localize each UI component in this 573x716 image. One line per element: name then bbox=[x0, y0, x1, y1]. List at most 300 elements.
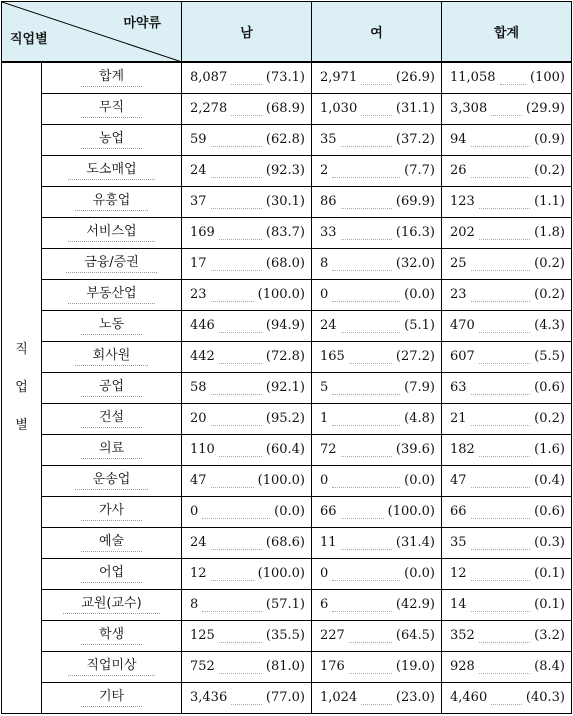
category-label: 무직 bbox=[81, 99, 142, 118]
dotted-leader bbox=[332, 287, 400, 302]
total-percent: (0.2) bbox=[534, 287, 565, 302]
dotted-leader bbox=[471, 380, 531, 395]
male-cell bbox=[182, 496, 312, 527]
male-cell bbox=[182, 403, 312, 434]
male-cell bbox=[182, 217, 312, 248]
dotted-leader bbox=[332, 597, 392, 612]
total-count: 928 bbox=[450, 659, 475, 674]
category-label: 교원(교수) bbox=[63, 595, 159, 614]
male-cell bbox=[182, 279, 312, 310]
dotted-leader bbox=[211, 132, 262, 147]
female-percent: (31.1) bbox=[395, 101, 435, 116]
total-percent: (100) bbox=[530, 70, 565, 85]
total-cell bbox=[442, 372, 572, 403]
side-label-char: 별 bbox=[15, 417, 28, 433]
total-cell bbox=[442, 465, 572, 496]
dotted-leader bbox=[471, 256, 531, 271]
table-row bbox=[2, 465, 572, 496]
female-count: 0 bbox=[320, 473, 329, 488]
total-cell bbox=[442, 217, 572, 248]
dotted-leader bbox=[361, 70, 392, 85]
female-count: 1,024 bbox=[320, 690, 358, 705]
category-cell bbox=[42, 651, 182, 682]
side-label-char: 직 bbox=[15, 341, 28, 357]
dotted-leader bbox=[479, 225, 530, 240]
table-row bbox=[2, 558, 572, 589]
female-percent: (0.0) bbox=[404, 473, 435, 488]
category-cell bbox=[42, 310, 182, 341]
male-percent: (77.0) bbox=[265, 690, 305, 705]
category-cell bbox=[42, 217, 182, 248]
female-cell bbox=[312, 93, 442, 124]
male-percent: (81.0) bbox=[265, 659, 305, 674]
dotted-leader bbox=[219, 659, 262, 674]
female-percent: (19.0) bbox=[395, 659, 435, 674]
occupation-statistics-table bbox=[1, 1, 572, 714]
total-percent: (1.1) bbox=[534, 194, 565, 209]
female-percent: (39.6) bbox=[395, 442, 435, 457]
dotted-leader bbox=[211, 566, 254, 581]
male-cell bbox=[182, 62, 312, 94]
male-count: 58 bbox=[190, 380, 207, 395]
dotted-leader bbox=[219, 318, 262, 333]
total-count: 21 bbox=[450, 411, 467, 426]
male-percent: (0.0) bbox=[274, 504, 305, 519]
female-cell bbox=[312, 248, 442, 279]
female-percent: (4.8) bbox=[404, 411, 435, 426]
male-count: 8 bbox=[190, 597, 199, 612]
dotted-leader bbox=[211, 535, 262, 550]
female-cell bbox=[312, 341, 442, 372]
dotted-leader bbox=[479, 442, 530, 457]
total-count: 66 bbox=[450, 504, 467, 519]
total-percent: (4.3) bbox=[534, 318, 565, 333]
dotted-leader bbox=[202, 597, 262, 612]
category-label: 기타 bbox=[81, 688, 142, 707]
total-percent: (0.6) bbox=[534, 380, 565, 395]
dotted-leader bbox=[341, 318, 401, 333]
female-percent: (0.0) bbox=[404, 287, 435, 302]
category-label: 직업미상 bbox=[68, 657, 154, 676]
dotted-leader bbox=[341, 194, 392, 209]
male-percent: (100.0) bbox=[257, 473, 305, 488]
male-percent: (100.0) bbox=[257, 287, 305, 302]
total-count: 470 bbox=[450, 318, 475, 333]
male-count: 12 bbox=[190, 566, 207, 581]
male-percent: (35.5) bbox=[265, 628, 305, 643]
male-cell bbox=[182, 310, 312, 341]
dotted-leader bbox=[332, 411, 400, 426]
dotted-leader bbox=[341, 225, 392, 240]
dotted-leader bbox=[341, 504, 384, 519]
male-cell bbox=[182, 620, 312, 651]
male-cell bbox=[182, 93, 312, 124]
male-percent: (94.9) bbox=[265, 318, 305, 333]
male-cell bbox=[182, 341, 312, 372]
category-cell bbox=[42, 403, 182, 434]
female-count: 24 bbox=[320, 318, 337, 333]
female-percent: (64.5) bbox=[395, 628, 435, 643]
side-label-cell bbox=[2, 62, 42, 714]
total-cell bbox=[442, 341, 572, 372]
table-row bbox=[2, 124, 572, 155]
female-count: 66 bbox=[320, 504, 337, 519]
total-cell bbox=[442, 186, 572, 217]
table-row bbox=[2, 186, 572, 217]
dotted-leader bbox=[332, 163, 400, 178]
total-count: 94 bbox=[450, 132, 467, 147]
male-percent: (68.9) bbox=[265, 101, 305, 116]
total-count: 202 bbox=[450, 225, 475, 240]
male-cell bbox=[182, 124, 312, 155]
female-count: 0 bbox=[320, 287, 329, 302]
male-cell bbox=[182, 248, 312, 279]
category-label: 노동 bbox=[81, 316, 142, 335]
female-count: 86 bbox=[320, 194, 337, 209]
dotted-leader bbox=[471, 597, 531, 612]
total-cell bbox=[442, 124, 572, 155]
category-label: 운송업 bbox=[75, 471, 149, 490]
total-count: 47 bbox=[450, 473, 467, 488]
category-cell bbox=[42, 62, 182, 94]
table-body bbox=[2, 62, 572, 714]
dotted-leader bbox=[231, 70, 262, 85]
male-cell bbox=[182, 372, 312, 403]
dotted-leader bbox=[211, 256, 262, 271]
total-count: 182 bbox=[450, 442, 475, 457]
dotted-leader bbox=[479, 659, 530, 674]
category-cell bbox=[42, 341, 182, 372]
total-count: 3,308 bbox=[450, 101, 488, 116]
category-cell bbox=[42, 124, 182, 155]
dotted-leader bbox=[219, 442, 262, 457]
dotted-leader bbox=[471, 473, 531, 488]
table-row bbox=[2, 62, 572, 94]
table-row bbox=[2, 279, 572, 310]
dotted-leader bbox=[471, 504, 531, 519]
total-percent: (1.6) bbox=[534, 442, 565, 457]
table-row bbox=[2, 682, 572, 713]
total-cell bbox=[442, 310, 572, 341]
dotted-leader bbox=[211, 380, 262, 395]
total-cell bbox=[442, 155, 572, 186]
category-cell bbox=[42, 186, 182, 217]
category-label: 건설 bbox=[81, 409, 142, 428]
male-percent: (100.0) bbox=[257, 566, 305, 581]
total-count: 14 bbox=[450, 597, 467, 612]
dotted-leader bbox=[332, 380, 400, 395]
dotted-leader bbox=[479, 318, 530, 333]
dotted-leader bbox=[479, 628, 530, 643]
female-cell bbox=[312, 651, 442, 682]
total-cell bbox=[442, 403, 572, 434]
total-count: 35 bbox=[450, 535, 467, 550]
dotted-leader bbox=[479, 194, 530, 209]
total-percent: (0.4) bbox=[534, 473, 565, 488]
dotted-leader bbox=[471, 411, 531, 426]
total-count: 23 bbox=[450, 287, 467, 302]
dotted-leader bbox=[219, 225, 262, 240]
category-cell bbox=[42, 558, 182, 589]
male-count: 59 bbox=[190, 132, 207, 147]
category-cell bbox=[42, 465, 182, 496]
total-percent: (0.2) bbox=[534, 411, 565, 426]
female-count: 11 bbox=[320, 535, 337, 550]
table-row bbox=[2, 217, 572, 248]
dotted-leader bbox=[211, 473, 254, 488]
dotted-leader bbox=[471, 566, 531, 581]
total-count: 123 bbox=[450, 194, 475, 209]
female-count: 176 bbox=[320, 659, 345, 674]
male-cell bbox=[182, 434, 312, 465]
table-row bbox=[2, 155, 572, 186]
column-header-female: 여 bbox=[312, 2, 442, 62]
female-count: 1,030 bbox=[320, 101, 358, 116]
category-label: 서비스업 bbox=[68, 223, 154, 242]
female-percent: (27.2) bbox=[395, 349, 435, 364]
female-percent: (32.0) bbox=[395, 256, 435, 271]
dotted-leader bbox=[219, 628, 262, 643]
total-percent: (29.9) bbox=[525, 101, 565, 116]
male-percent: (68.6) bbox=[265, 535, 305, 550]
female-count: 2,971 bbox=[320, 70, 358, 85]
category-label: 공업 bbox=[81, 378, 142, 397]
table-row bbox=[2, 403, 572, 434]
female-cell bbox=[312, 217, 442, 248]
total-cell bbox=[442, 434, 572, 465]
dotted-leader bbox=[361, 690, 392, 705]
male-cell bbox=[182, 589, 312, 620]
male-percent: (95.2) bbox=[265, 411, 305, 426]
total-cell bbox=[442, 589, 572, 620]
dotted-leader bbox=[349, 628, 392, 643]
female-cell bbox=[312, 62, 442, 94]
male-count: 125 bbox=[190, 628, 215, 643]
dotted-leader bbox=[332, 566, 400, 581]
male-count: 8,087 bbox=[190, 70, 228, 85]
category-label: 회사원 bbox=[75, 347, 149, 366]
total-cell bbox=[442, 682, 572, 713]
total-percent: (40.3) bbox=[525, 690, 565, 705]
table-row bbox=[2, 434, 572, 465]
total-percent: (1.8) bbox=[534, 225, 565, 240]
dotted-leader bbox=[341, 535, 392, 550]
male-count: 3,436 bbox=[190, 690, 228, 705]
female-cell bbox=[312, 186, 442, 217]
table-row bbox=[2, 248, 572, 279]
male-cell bbox=[182, 682, 312, 713]
category-cell bbox=[42, 434, 182, 465]
total-cell bbox=[442, 620, 572, 651]
table-row bbox=[2, 310, 572, 341]
female-cell bbox=[312, 403, 442, 434]
dotted-leader bbox=[211, 194, 262, 209]
corner-header-cell bbox=[2, 2, 182, 62]
female-count: 6 bbox=[320, 597, 329, 612]
female-count: 227 bbox=[320, 628, 345, 643]
total-cell bbox=[442, 62, 572, 94]
dotted-leader bbox=[471, 535, 531, 550]
male-percent: (92.1) bbox=[265, 380, 305, 395]
male-percent: (57.1) bbox=[265, 597, 305, 612]
side-label-char: 업 bbox=[15, 379, 28, 395]
category-label: 어업 bbox=[81, 564, 142, 583]
male-percent: (68.0) bbox=[265, 256, 305, 271]
dotted-leader bbox=[471, 132, 531, 147]
male-count: 24 bbox=[190, 535, 207, 550]
dotted-leader bbox=[349, 349, 392, 364]
female-cell bbox=[312, 496, 442, 527]
category-cell bbox=[42, 527, 182, 558]
category-cell bbox=[42, 620, 182, 651]
category-label: 부동산업 bbox=[68, 285, 154, 304]
dotted-leader bbox=[332, 256, 392, 271]
female-count: 1 bbox=[320, 411, 329, 426]
total-cell bbox=[442, 93, 572, 124]
table-row bbox=[2, 589, 572, 620]
dotted-leader bbox=[349, 659, 392, 674]
female-cell bbox=[312, 682, 442, 713]
dotted-leader bbox=[500, 70, 527, 85]
total-percent: (8.4) bbox=[534, 659, 565, 674]
female-cell bbox=[312, 558, 442, 589]
male-cell bbox=[182, 465, 312, 496]
total-cell bbox=[442, 279, 572, 310]
category-label: 의료 bbox=[81, 440, 142, 459]
male-count: 446 bbox=[190, 318, 215, 333]
total-percent: (0.2) bbox=[534, 163, 565, 178]
category-cell bbox=[42, 155, 182, 186]
total-count: 11,058 bbox=[450, 70, 496, 85]
female-percent: (26.9) bbox=[395, 70, 435, 85]
dotted-leader bbox=[361, 101, 392, 116]
male-cell bbox=[182, 651, 312, 682]
category-label: 예술 bbox=[81, 533, 142, 552]
female-count: 35 bbox=[320, 132, 337, 147]
category-label: 도소매업 bbox=[68, 161, 154, 180]
female-cell bbox=[312, 279, 442, 310]
total-percent: (0.9) bbox=[534, 132, 565, 147]
total-count: 12 bbox=[450, 566, 467, 581]
dotted-leader bbox=[471, 287, 531, 302]
male-count: 47 bbox=[190, 473, 207, 488]
dotted-leader bbox=[341, 442, 392, 457]
male-percent: (30.1) bbox=[265, 194, 305, 209]
male-percent: (92.3) bbox=[265, 163, 305, 178]
total-count: 26 bbox=[450, 163, 467, 178]
category-cell bbox=[42, 248, 182, 279]
total-cell bbox=[442, 496, 572, 527]
total-count: 352 bbox=[450, 628, 475, 643]
dotted-leader bbox=[231, 101, 262, 116]
column-header-total: 합계 bbox=[442, 2, 572, 62]
female-cell bbox=[312, 155, 442, 186]
male-count: 17 bbox=[190, 256, 207, 271]
table-row bbox=[2, 651, 572, 682]
female-cell bbox=[312, 465, 442, 496]
table-row bbox=[2, 341, 572, 372]
female-percent: (37.2) bbox=[395, 132, 435, 147]
male-count: 24 bbox=[190, 163, 207, 178]
female-percent: (7.9) bbox=[404, 380, 435, 395]
female-count: 8 bbox=[320, 256, 329, 271]
category-cell bbox=[42, 372, 182, 403]
total-cell bbox=[442, 248, 572, 279]
female-percent: (7.7) bbox=[404, 163, 435, 178]
total-percent: (0.1) bbox=[534, 566, 565, 581]
total-count: 4,460 bbox=[450, 690, 488, 705]
male-percent: (83.7) bbox=[265, 225, 305, 240]
category-cell bbox=[42, 279, 182, 310]
total-percent: (3.2) bbox=[534, 628, 565, 643]
male-count: 20 bbox=[190, 411, 207, 426]
male-percent: (72.8) bbox=[265, 349, 305, 364]
female-count: 2 bbox=[320, 163, 329, 178]
female-percent: (23.0) bbox=[395, 690, 435, 705]
female-cell bbox=[312, 589, 442, 620]
table-row bbox=[2, 620, 572, 651]
female-cell bbox=[312, 124, 442, 155]
female-percent: (100.0) bbox=[387, 504, 435, 519]
male-cell bbox=[182, 527, 312, 558]
category-label: 농업 bbox=[81, 130, 142, 149]
female-percent: (42.9) bbox=[395, 597, 435, 612]
dotted-leader bbox=[479, 349, 530, 364]
male-count: 23 bbox=[190, 287, 207, 302]
header-row bbox=[2, 2, 572, 62]
category-cell bbox=[42, 93, 182, 124]
female-cell bbox=[312, 527, 442, 558]
total-percent: (0.2) bbox=[534, 256, 565, 271]
male-count: 2,278 bbox=[190, 101, 228, 116]
category-label: 금융/증권 bbox=[66, 254, 157, 273]
category-cell bbox=[42, 682, 182, 713]
category-label: 유흥업 bbox=[75, 192, 149, 211]
female-percent: (31.4) bbox=[395, 535, 435, 550]
dotted-leader bbox=[332, 473, 400, 488]
female-count: 165 bbox=[320, 349, 345, 364]
female-count: 0 bbox=[320, 566, 329, 581]
table-row bbox=[2, 527, 572, 558]
dotted-leader bbox=[341, 132, 392, 147]
dotted-leader bbox=[211, 287, 254, 302]
male-count: 169 bbox=[190, 225, 215, 240]
dotted-leader bbox=[202, 504, 270, 519]
female-cell bbox=[312, 620, 442, 651]
dotted-leader bbox=[471, 163, 531, 178]
total-count: 25 bbox=[450, 256, 467, 271]
category-cell bbox=[42, 496, 182, 527]
dotted-leader bbox=[219, 349, 262, 364]
total-cell bbox=[442, 527, 572, 558]
female-percent: (69.9) bbox=[395, 194, 435, 209]
female-count: 5 bbox=[320, 380, 329, 395]
category-cell bbox=[42, 589, 182, 620]
male-count: 442 bbox=[190, 349, 215, 364]
total-percent: (5.5) bbox=[534, 349, 565, 364]
corner-column-label: 마약류 bbox=[123, 16, 161, 31]
female-percent: (0.0) bbox=[404, 566, 435, 581]
total-cell bbox=[442, 558, 572, 589]
dotted-leader bbox=[211, 163, 262, 178]
category-label: 가사 bbox=[81, 502, 142, 521]
female-cell bbox=[312, 310, 442, 341]
total-count: 607 bbox=[450, 349, 475, 364]
category-label: 합계 bbox=[81, 68, 142, 87]
table-row bbox=[2, 496, 572, 527]
male-count: 110 bbox=[190, 442, 215, 457]
female-percent: (5.1) bbox=[404, 318, 435, 333]
